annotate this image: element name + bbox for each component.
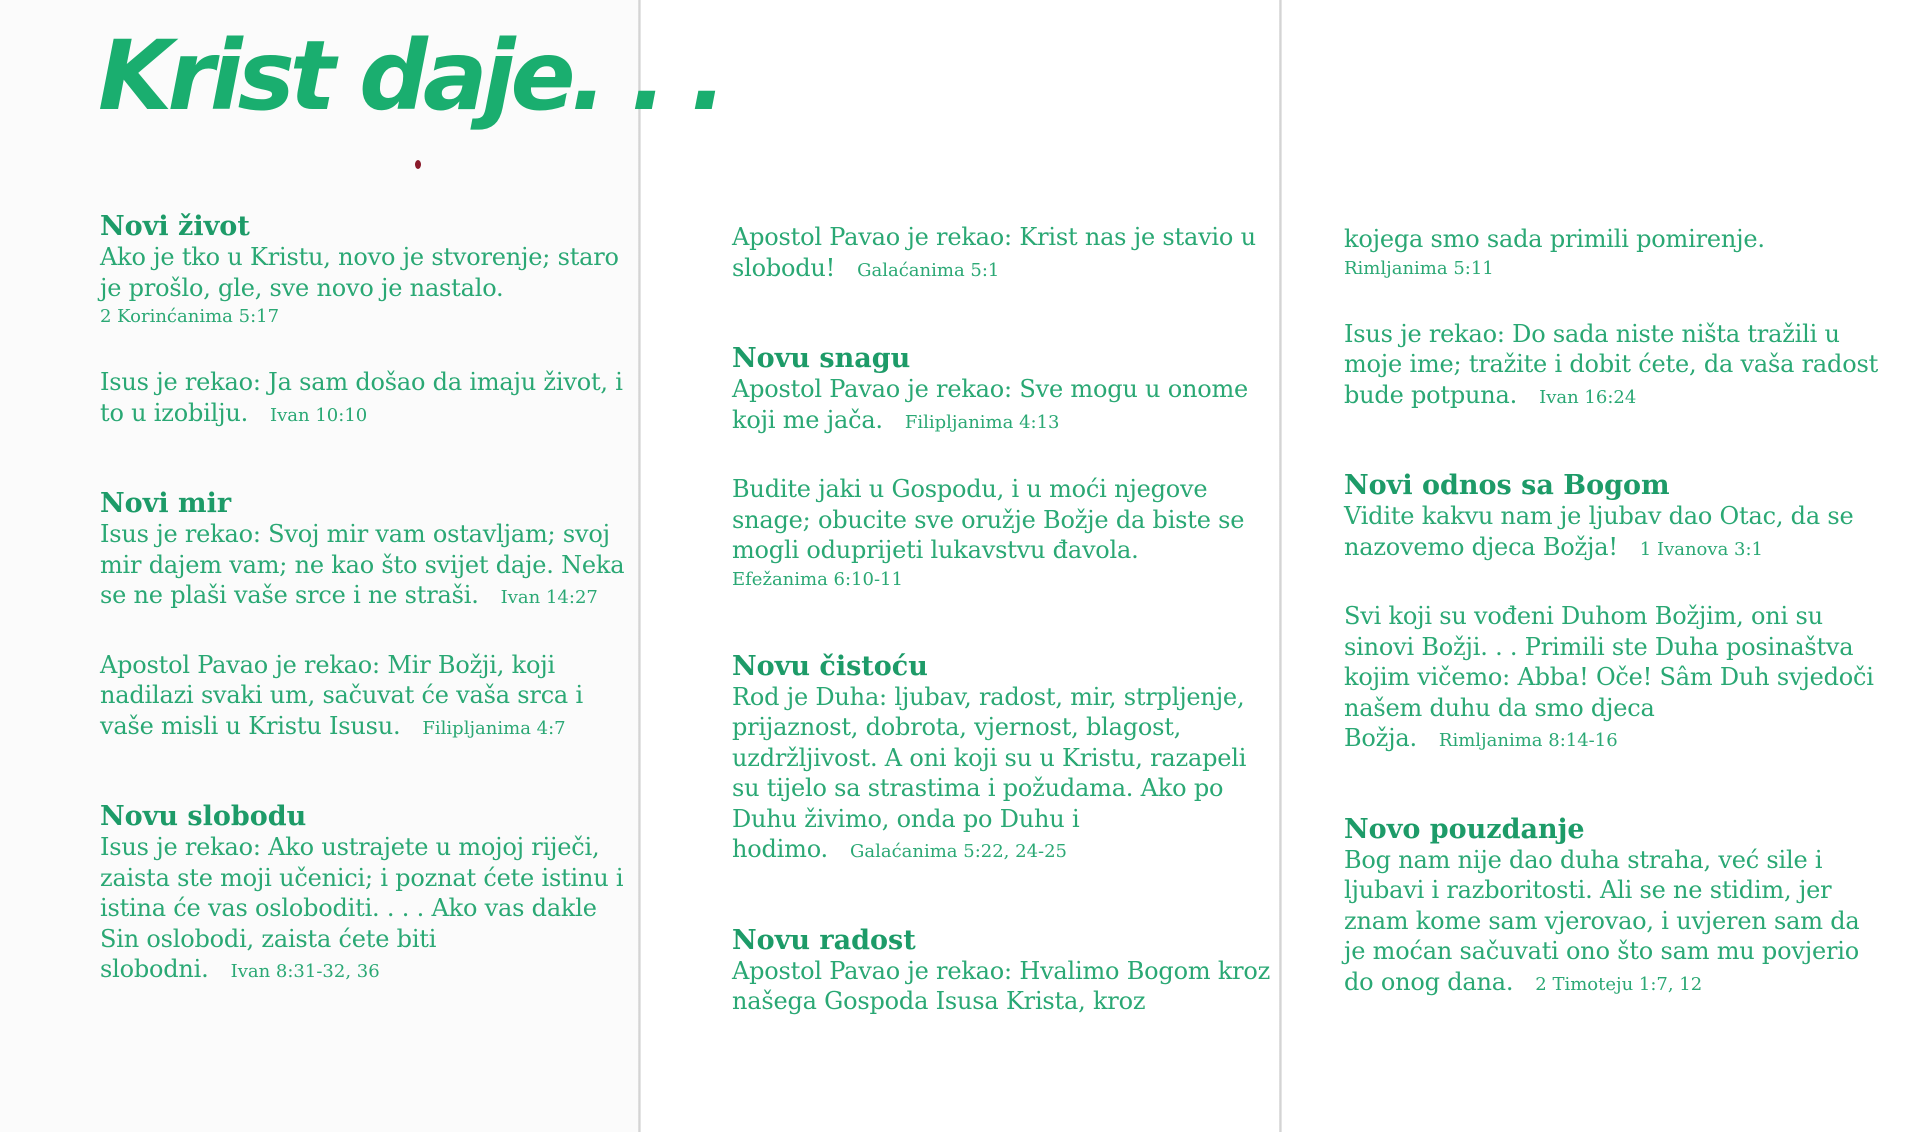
section-heading: Novi odnos sa Bogom — [1344, 470, 1670, 501]
section-novo-pouzdanje — [1344, 815, 1884, 1001]
section-heading: Novu radost — [732, 924, 916, 956]
verse-text: Svi koji su vođeni Duhom Božjim, oni su sinovi Božji. . . Primili ste Duha posinaštva kojim vičemo: Abba! Oče! Sâm Duh svjedoči našem duhu da smo djeca Božja. Rimljanima 8:14-16 — [1344, 602, 1874, 752]
section-heading: Novi mir — [100, 488, 232, 519]
verse-reference: Ivan 10:10 — [270, 404, 368, 426]
verse-text: Apostol Pavao je rekao: Hvalimo Bogom kroz našega Gospoda Isusa Krista, kroz — [732, 956, 1271, 1015]
verse-text: Apostol Pavao je rekao: Mir Božji, koji nadilazi svaki um, sačuvat će vaša srca i vaše misli u Kristu Isusu. Filipljanima 4:7 — [100, 650, 583, 740]
verse-reference: Rimljanima 5:11 — [1344, 257, 1494, 279]
section-continued — [732, 222, 1272, 286]
verse-text: Rod je Duha: ljubav, radost, mir, strpljenje, prijaznost, dobrota, vjernost, blagost, uzdržljivost. A oni koji su u Kristu, razapeli su tijelo sa strastima i požudama. Ako po Duhu živimo, onda po Duhu i hodimo. Galaćanima 5:22, 24-25 — [732, 682, 1247, 863]
section-novu-cistocu — [732, 652, 1272, 868]
verse-text: Budite jaki u Gospodu, i u moći njegove snage; obucite sve oružje Božje da biste se mogli oduprijeti lukavstvu đavola. Efežanima 6:10-11 — [732, 474, 1272, 594]
section-heading: Novo pouzdanje — [1344, 813, 1585, 845]
verse-reference: Rimljanima 8:14-16 — [1438, 730, 1618, 751]
section-novu-radost — [732, 926, 1272, 1017]
section-novi-mir — [100, 489, 640, 744]
verse-reference: Ivan 14:27 — [500, 587, 598, 608]
page-title: Krist daje. . . — [98, 20, 722, 132]
section-heading: Novu snagu — [732, 343, 911, 374]
verse-reference: Ivan 8:31-32, 36 — [230, 961, 380, 982]
verse-text: Bog nam nije dao duha straha, već sile i ljubavi i razboritosti. Ali se ne stidim, jer znam kome sam vjerovao, i uvjeren sam da je moćan sačuvati ono što sam mu povjerio do onog dana. 2 Timoteju 1:7, 12 — [1344, 845, 1860, 996]
verse-text: kojega smo sada primili pomirenje. Rimljanima 5:11 — [1344, 224, 1884, 283]
verse-text: Ako je tko u Kristu, novo je stvorenje; staro je prošlo, gle, sve novo je nastalo. 2 Korinćanima 5:17 — [100, 242, 640, 331]
fold-line-right — [1279, 0, 1282, 1132]
section-novi-zivot — [100, 212, 640, 431]
section-heading: Novu čistoću — [732, 650, 928, 682]
verse-reference: Galaćanima 5:22, 24-25 — [849, 841, 1068, 862]
ink-speck — [415, 160, 421, 169]
section-heading: Novi život — [100, 211, 250, 242]
column-middle — [732, 222, 1272, 1017]
column-left — [100, 212, 640, 988]
section-novi-odnos — [1344, 471, 1884, 757]
verse-reference: Ivan 16:24 — [1539, 386, 1637, 408]
verse-reference: 1 Ivanova 3:1 — [1639, 538, 1763, 560]
verse-text: Apostol Pavao je rekao: Krist nas je stavio u slobodu! Galaćanima 5:1 — [732, 223, 1256, 282]
verse-text: Isus je rekao: Do sada niste ništa tražili u moje ime; tražite i dobit ćete, da vaša radost bude potpuna. Ivan 16:24 — [1344, 319, 1879, 409]
section-heading: Novu slobodu — [100, 801, 307, 832]
column-right — [1344, 224, 1884, 1000]
section-novu-slobodu — [100, 802, 640, 988]
verse-reference: 2 Timoteju 1:7, 12 — [1535, 973, 1703, 995]
verse-reference: Galaćanima 5:1 — [857, 259, 1000, 281]
verse-reference: Filipljanima 4:7 — [422, 717, 566, 739]
verse-text: Isus je rekao: Ja sam došao da imaju život, i to u izobilju. Ivan 10:10 — [100, 368, 623, 427]
verse-reference: Efežanima 6:10-11 — [732, 568, 903, 590]
section-continued — [1344, 224, 1884, 413]
verse-reference: 2 Korinćanima 5:17 — [100, 306, 280, 327]
verse-text: Vidite kakvu nam je ljubav dao Otac, da se nazovemo djeca Božja! 1 Ivanova 3:1 — [1344, 502, 1854, 561]
section-novu-snagu — [732, 344, 1272, 594]
verse-reference: Filipljanima 4:13 — [904, 411, 1060, 433]
verse-text: Isus je rekao: Svoj mir vam ostavljam; svoj mir dajem vam; ne kao što svijet daje. Neka se ne plaši vaše srce i ne straši. Ivan 14:27 — [100, 520, 625, 609]
verse-text: Isus je rekao: Ako ustrajete u mojoj riječi, zaista ste moji učenici; i poznat ćete istinu i istina će vas osloboditi. . . . Ako vas dakle Sin oslobodi, zaista ćete biti slobodni. Ivan 8:31-32, 36 — [100, 833, 624, 983]
verse-text: Apostol Pavao je rekao: Sve mogu u onome koji me jača. Filipljanima 4:13 — [732, 375, 1249, 434]
